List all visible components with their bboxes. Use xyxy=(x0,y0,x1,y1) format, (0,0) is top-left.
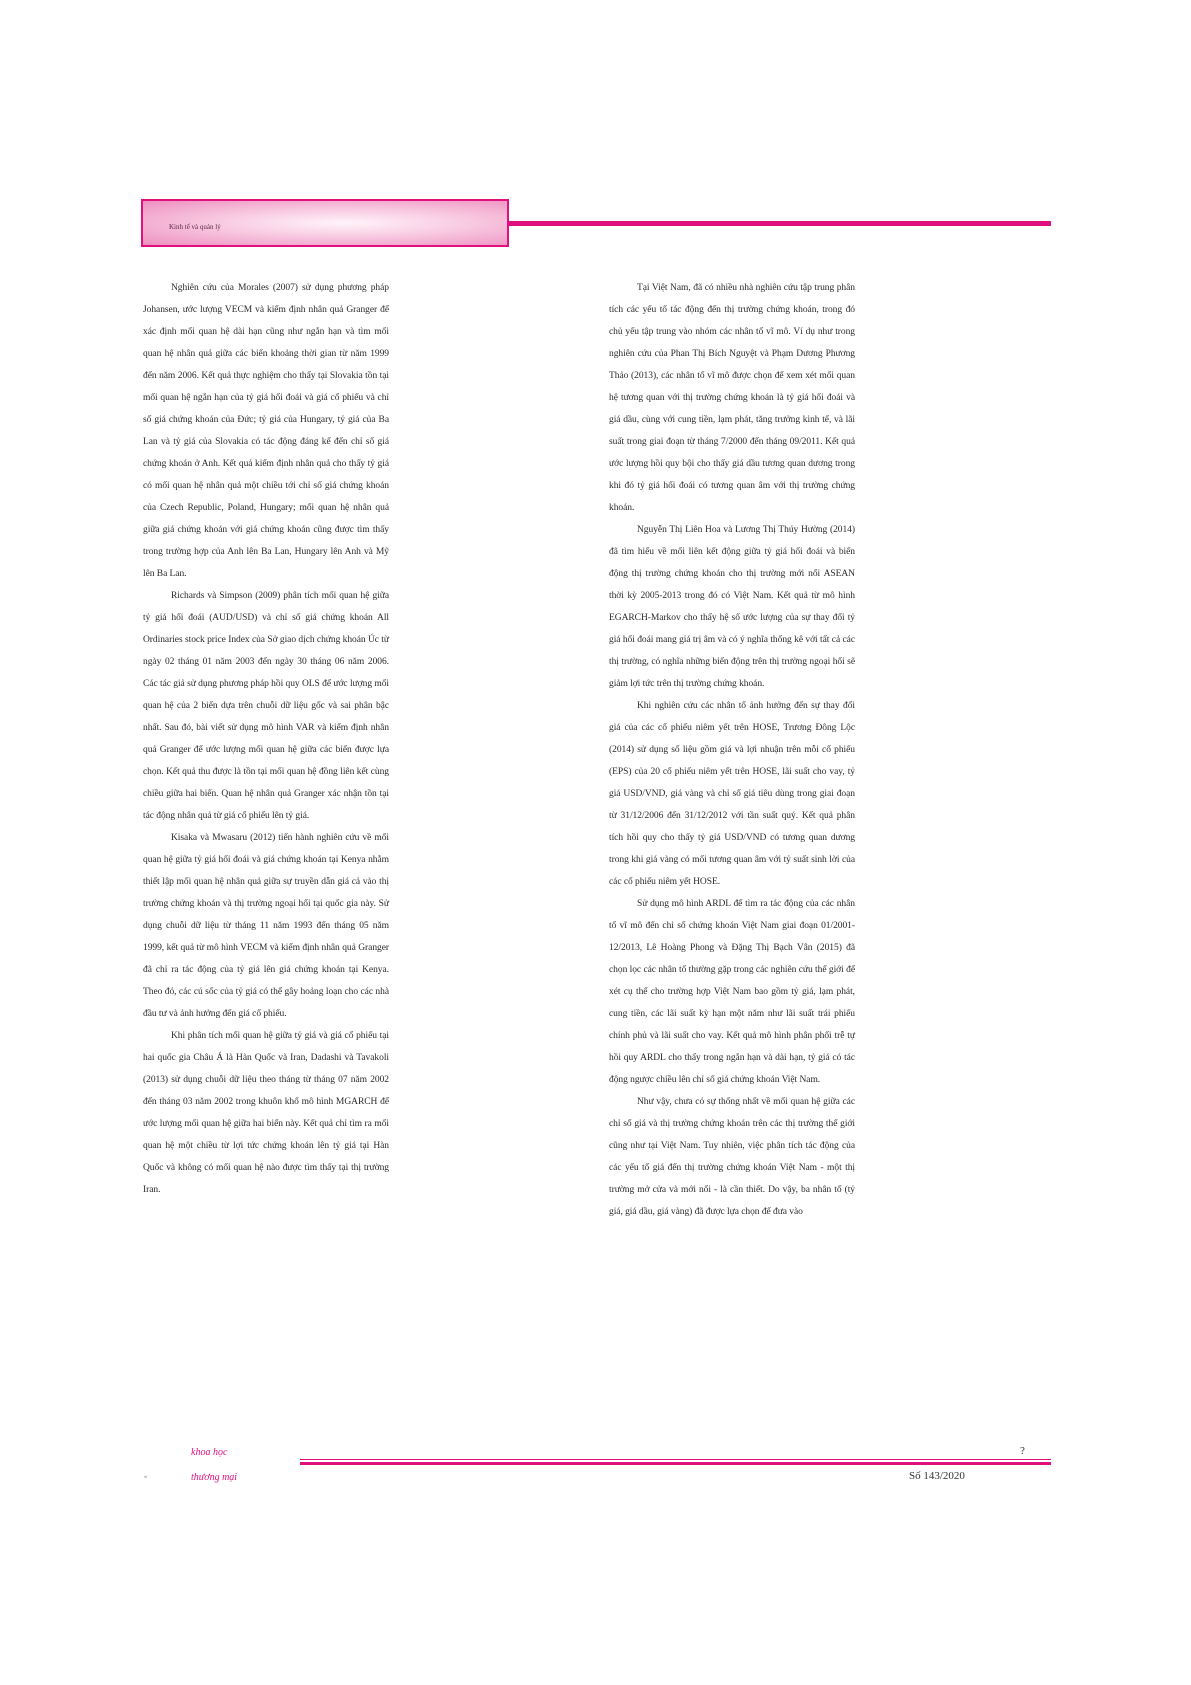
left-column xyxy=(143,277,389,1201)
paragraph: Richards và Simpson (2009) phân tích mối quan hệ giữa tỷ giá hối đoái (AUD/USD) và chỉ số giá chứng khoán All Ordinaries stock price Index của Sở giao dịch chứng khoán Úc từ ngày 02 tháng 01 năm 2003 đến ngày 30 tháng 06 năm 2006. Các tác giả sử dụng phương pháp hồi quy OLS để ước lượng mối quan hệ của 2 biến dựa trên chuỗi dữ liệu gốc và sai phân bậc nhất. Sau đó, bài viết sử dụng mô hình VAR và kiểm định nhân quả Granger để ước lượng mối quan hệ giữa các biến được lựa chọn. Kết quả thu được là tồn tại mối quan hệ đồng liên kết cùng chiều giữa hai biến. Quan hệ nhân quả Granger xác nhận tồn tại tác động nhân quả từ giá cổ phiếu lên tỷ giá. xyxy=(143,591,389,821)
header-rule xyxy=(509,221,1051,226)
paragraph: Khi nghiên cứu các nhân tố ảnh hưởng đến sự thay đổi giá của các cổ phiếu niêm yết trên HOSE, Trương Đông Lộc (2014) sử dụng số liệu gồm giá và lợi nhuận trên mỗi cổ phiếu (EPS) của 20 cổ phiếu niêm yết trên HOSE, lãi suất cho vay, tỷ giá USD/VND, giá vàng và chỉ số giá tiêu dùng trong giai đoạn từ 31/12/2006 đến 31/12/2012 với tần suất quý. Kết quả phân tích hồi quy cho thấy tỷ giá USD/VND có tương quan dương trong khi giá vàng có mối tương quan âm với tỷ suất sinh lời của các cổ phiếu niêm yết HOSE. xyxy=(609,701,855,887)
issue-label: Số 143/2020 xyxy=(909,1470,965,1482)
paragraph: Kisaka và Mwasaru (2012) tiến hành nghiên cứu về mối quan hệ giữa tỷ giá hối đoái và giá chứng khoán tại Kenya nhằm thiết lập mối quan hệ nhân quả giữa sự truyền dẫn giá cả vào thị trường chứng khoán và thị trường ngoại hối tại quốc gia này. Sử dụng chuỗi dữ liệu từ tháng 11 năm 1993 đến tháng 05 năm 1999, kết quả từ mô hình VECM và kiểm định nhân quả Granger đã chỉ ra tác động của tỷ giá lên giá chứng khoán tại Kenya. Theo đó, các cú sốc của tỷ giá có thể gây hoảng loạn cho các nhà đầu tư và ảnh hưởng đến giá cổ phiếu. xyxy=(143,833,389,1019)
brand-line-2: thương mại xyxy=(191,1472,238,1483)
section-header-box xyxy=(141,199,509,247)
section-label: Kinh tế và quản lý xyxy=(169,223,221,231)
footer-rule-thick xyxy=(300,1462,1051,1465)
paragraph: Như vậy, chưa có sự thống nhất về mối quan hệ giữa các chỉ số giá và thị trường chứng khoán trên các thị trường thế giới cũng như tại Việt Nam. Tuy nhiên, việc phân tích tác động của các yếu tố giá đến thị trường chứng khoán Việt Nam - một thị trường mở cửa và mới nổi - là cần thiết. Do vậy, ba nhân tố (tỷ giá, giá dầu, giá vàng) đã được lựa chọn để đưa vào xyxy=(609,1097,855,1217)
paragraph: Nghiên cứu của Morales (2007) sử dụng phương pháp Johansen, ước lượng VECM và kiểm định nhân quả Granger để xác định mối quan hệ dài hạn cũng như ngắn hạn và tìm mối quan hệ nhân quả giữa các biến khoảng thời gian từ năm 1999 đến năm 2006. Kết quả thực nghiệm cho thấy tại Slovakia tồn tại mối quan hệ ngắn hạn của tỷ giá hối đoái và giá cổ phiếu và chỉ số giá chứng khoán của Đức; tỷ giá của Hungary, tỷ giá của Ba Lan và tỷ giá của Slovakia có tác động đáng kể đến chỉ số giá chứng khoán ở Anh. Kết quả kiểm định nhân quả cho thấy tỷ giá có mối quan hệ nhân quả một chiều tới chỉ số giá chứng khoán của Czech Republic, Poland, Hungary; mối quan hệ nhân quả giữa giá chứng khoán với giá chứng khoán cũng được tìm thấy trong trường hợp của Anh lên Ba Lan, Hungary lên Anh và Mỹ lên Ba Lan. xyxy=(143,283,389,579)
paragraph: Sử dụng mô hình ARDL để tìm ra tác động của các nhân tố vĩ mô đến chỉ số chứng khoán Việt Nam giai đoạn 01/2001-12/2013, Lê Hoàng Phong và Đặng Thị Bạch Vân (2015) đã chọn lọc các nhân tố thường gặp trong các nghiên cứu thế giới để xét cụ thể cho trường hợp Việt Nam bao gồm tỷ giá, lạm phát, cung tiền, các lãi suất kỳ hạn một năm như lãi suất trái phiếu chính phủ và lãi suất cho vay. Kết quả mô hình phân phối trễ tự hồi quy ARDL cho thấy trong ngắn hạn và dài hạn, tỷ giá có tác động ngược chiều lên chỉ số giá chứng khoán Việt Nam. xyxy=(609,899,855,1085)
paragraph: Khi phân tích mối quan hệ giữa tỷ giá và giá cổ phiếu tại hai quốc gia Châu Á là Hàn Quốc và Iran, Dadashi và Tavakoli (2013) sử dụng chuỗi dữ liệu theo tháng từ tháng 07 năm 2002 đến tháng 03 năm 2002 trong khuôn khổ mô hình MGARCH để ước lượng mối quan hệ giữa hai biến này. Kết quả chỉ tìm ra mối quan hệ một chiều từ lợi tức chứng khoán lên tỷ giá tại Hàn Quốc và không có mối quan hệ nào được tìm thấy tại thị trường Iran. xyxy=(143,1031,389,1195)
footer-rule-thin xyxy=(300,1459,1051,1460)
footer-mark: « xyxy=(144,1474,147,1480)
paragraph: Nguyễn Thị Liên Hoa và Lương Thị Thúy Hường (2014) đã tìm hiểu về mối liên kết động giữa tỷ giá hối đoái và biến động thị trường chứng khoán cho thị trường mới nổi ASEAN thời kỳ 2005-2013 trong đó có Việt Nam. Kết quả từ mô hình EGARCH-Markov cho thấy hệ số ước lượng của sự thay đổi tỷ giá hối đoái mang giá trị âm và có ý nghĩa thống kê với tất cả các thị trường, có nghĩa những biến động trên thị trường ngoại hối sẽ giảm lợi tức trên thị trường chứng khoán. xyxy=(609,525,855,689)
right-column xyxy=(609,277,855,1223)
paragraph: Tại Việt Nam, đã có nhiều nhà nghiên cứu tập trung phân tích các yếu tố tác động đến thị trường chứng khoán, trong đó chủ yếu tập trung vào nhóm các nhân tố vĩ mô. Ví dụ như trong nghiên cứu của Phan Thị Bích Nguyệt và Phạm Dương Phương Thảo (2013), các nhân tố vĩ mô được chọn để xem xét mối quan hệ tương quan với thị trường chứng khoán là tỷ giá hối đoái và giá dầu, cùng với cung tiền, lạm phát, tăng trưởng kinh tế, và lãi suất trong giai đoạn từ tháng 7/2000 đến tháng 09/2011. Kết quả ước lượng hồi quy bội cho thấy giá dầu tương quan dương trong khi đó tỷ giá hối đoái có tương quan âm với thị trường chứng khoán. xyxy=(609,283,855,513)
brand-line-1: khoa học xyxy=(191,1447,228,1458)
journal-brand xyxy=(191,1440,237,1490)
page-number: ? xyxy=(1020,1445,1025,1457)
